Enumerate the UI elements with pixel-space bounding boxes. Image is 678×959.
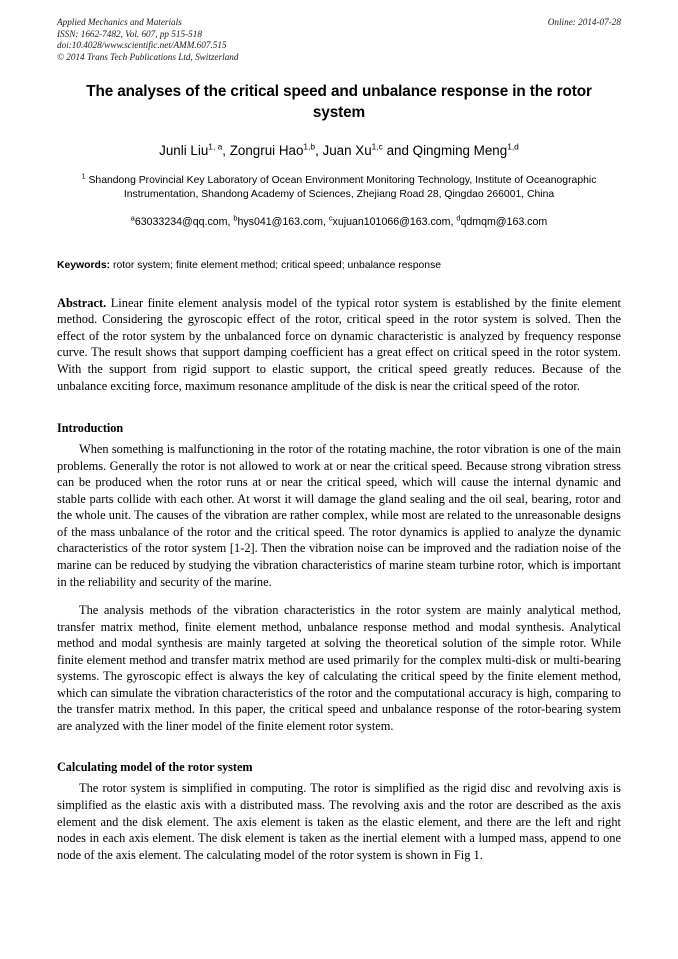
keywords-line <box>57 259 621 273</box>
author-separator: , <box>315 143 323 158</box>
body-paragraph: The analysis methods of the vibration characteristics in the rotor system are mainly analytical method, transfer matrix method, finite element method, unbalance response method and modal synthesis. Analytical method and modal synthesis are mainly targeted at solving the theoretical solution of the simple rotor. While finite element method and transfer matrix method are used primarily for the complex multi-disk or multi-bearing systems. The gyroscopic effect is always the key of calculating the critical speed by the finite element method, which can simulate the vibration characteristics of the rotor and the computational accuracy is high, comparing to the transfer matrix method. In this paper, the critical speed and unbalance response of the rotor-bearing system are analyzed with the liner model of the finite element rotor system. <box>57 603 621 733</box>
author-emails <box>57 215 621 229</box>
email-address: qdmqm@163.com <box>460 215 548 228</box>
author-separator: and <box>382 143 413 158</box>
affiliation-text: Shandong Provincial Key Laboratory of Ocean Environment Monitoring Technology, Institute of Oceanographic Instrumentation, Shandong Academy of Sciences, Zhejiang Road 28, Qingdao 266001, China <box>88 175 597 201</box>
author-name: Junli Liu <box>159 143 209 158</box>
author-affiliation-marker: 1,c <box>371 141 383 152</box>
email-separator: , <box>227 215 234 228</box>
body-paragraph: When something is malfunctioning in the rotor of the rotating machine, the rotor vibration is one of the main problems. Generally the rotor is not allowed to work at or near the critical speed. Because strong vibration stress can be produced when the rotor runs at or near the critical speed, which will cause the internal dynamic and stable parts collide with each other. At worst it will damage the gland sealing and the oil seal, bearing, rotor and the whole unit. The causes of the vibration are rather complex, while most are related to the unreasonable designs of the mass unbalance of the rotor and the critical speed. The rotor dynamics is applied to analyze the dynamic characteristics of the rotor system [1-2]. Then the vibration noise can be improved and the radiation noise of the marine can be reduced by studying the vibration characteristics of marine steam turbine rotor, which is important in the reliability and security of the marine. <box>57 442 621 589</box>
author-list <box>57 142 621 160</box>
email-marker: b <box>233 213 238 223</box>
abstract-text: Linear finite element analysis model of the typical rotor system is established by the finite element method. Considering the gyroscopic effect of the rotor, critical speed in the rotor system is solved. Then the effect of the rotor system by the unbalanced force on dynamic characteristic is analyzed by frequency response curve. The result shows that support damping coefficient has a great effect on critical speed in the rotor system. With the support from rigid support to elastic support, the critical speed greatly reduces. Because of the unbalance exciting force, maximum resonance amplitude of the disk is near the critical speed of the rotor. <box>57 295 621 393</box>
abstract-block <box>57 295 621 395</box>
author-name: Zongrui Hao <box>229 143 304 158</box>
author-affiliation-marker: 1, a <box>208 141 223 152</box>
keywords-label: Keywords: <box>57 259 111 271</box>
journal-copyright: © 2014 Trans Tech Publications Ltd, Switzerland <box>57 51 239 62</box>
email-separator: , <box>323 215 329 228</box>
email-address: xujuan101066@163.com <box>332 215 451 228</box>
affiliation <box>65 171 613 203</box>
author-affiliation-marker: 1,b <box>303 141 316 152</box>
section-heading: Calculating model of the rotor system <box>57 760 253 775</box>
section-heading: Introduction <box>57 421 124 436</box>
author-name: Juan Xu <box>322 143 372 158</box>
online-publication-date: Online: 2014-07-28 <box>547 17 621 27</box>
journal-header <box>57 17 621 67</box>
author-separator: , <box>222 143 230 158</box>
journal-name: Applied Mechanics and Materials <box>57 17 182 27</box>
author-affiliation-marker: 1,d <box>507 141 519 152</box>
email-address: 63033234@qq.com <box>134 215 228 228</box>
journal-issn: ISSN: 1662-7482, Vol. 607, pp 515-518 <box>57 28 202 39</box>
affiliation-marker: 1 <box>81 171 86 181</box>
email-address: hys041@163.com <box>237 215 323 228</box>
abstract-label: Abstract. <box>57 295 107 310</box>
journal-doi: doi:10.4028/www.scientific.net/AMM.607.515 <box>57 40 227 51</box>
page-title: The analyses of the critical speed and unbalance response in the rotor system <box>86 83 592 121</box>
keywords-text: rotor system; finite element method; critical speed; unbalance response <box>110 259 442 271</box>
email-marker: c <box>328 213 333 223</box>
email-marker: d <box>456 213 461 223</box>
email-marker: a <box>130 213 135 223</box>
email-separator: , <box>450 215 457 228</box>
sections-container <box>57 420 621 863</box>
author-name: Qingming Meng <box>412 143 508 158</box>
body-paragraph: The rotor system is simplified in computing. The rotor is simplified as the rigid disc and revolving axis is simplified as the elastic axis with a distributed mass. The revolving axis and the rotor are described as the axis element and the disk element. The axis element is taken as the elastic element, and there are the left and right nodes in each axis element. The disk element is taken as the inertial element with a lumped mass, append to one node of the axis element. The calculating model of the rotor system is shown in Fig 1. <box>57 781 621 862</box>
